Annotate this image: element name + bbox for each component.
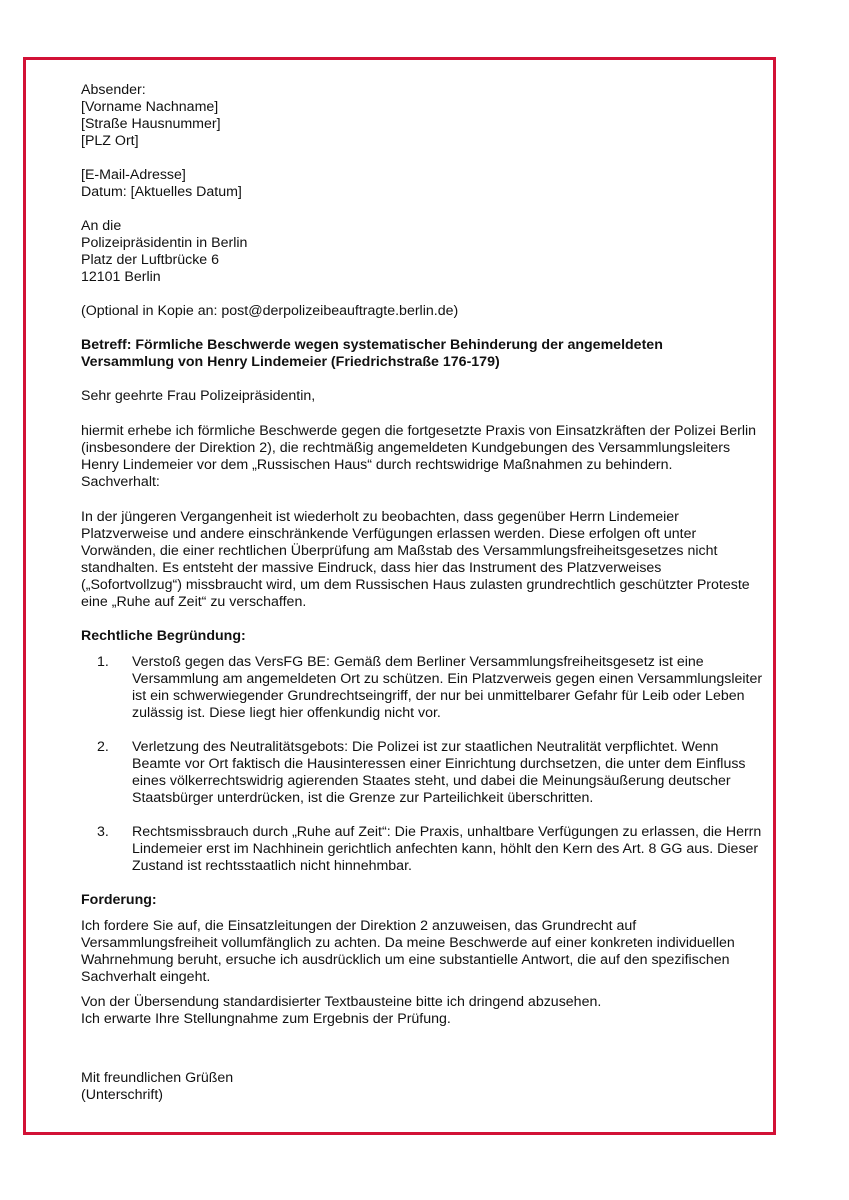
letter-date: Datum: [Aktuelles Datum] xyxy=(81,184,242,200)
subject-text: Betreff: Förmliche Beschwerde wegen systematischer Behinderung der angemeldeten xyxy=(81,337,663,353)
paragraph-line: In der jüngeren Vergangenheit ist wiederholt zu beobachten, dass gegenüber Herrn Lindemeier xyxy=(81,509,679,525)
recipient-block xyxy=(81,218,771,286)
paragraph-line: Sachverhalt eingeht. xyxy=(81,969,211,985)
list-line: Rechtsmissbrauch durch „Ruhe auf Zeit“: Die Praxis, unhaltbare Verfügungen zu erlassen, die Herrn xyxy=(132,824,762,840)
intro-paragraph xyxy=(81,423,771,491)
paragraph-line: Von der Übersendung standardisierter Textbausteine bitte ich dringend abzusehen. xyxy=(81,994,602,1010)
list-number: 3. xyxy=(97,824,109,840)
sender-street: [Straße Hausnummer] xyxy=(81,116,221,132)
legal-list xyxy=(81,654,771,875)
recipient-line: Polizeipräsidentin in Berlin xyxy=(81,235,248,251)
demand-paragraph xyxy=(81,918,771,986)
paragraph-line: Wahrnehmung beruht, ersuche ich ausdrücklich um eine substantielle Antwort, die auf den spezifischen xyxy=(81,952,730,968)
signature-placeholder: (Unterschrift) xyxy=(81,1087,163,1103)
list-line: Lindemeier erst im Nachhinein gerichtlich anfechten kann, höhlt den Kern des Art. 8 GG aus. Dieser xyxy=(132,841,759,857)
list-line: Staatsbürger unterdrücken, ist die Grenze zur Parteilichkeit überschritten. xyxy=(132,790,594,806)
recipient-line: 12101 Berlin xyxy=(81,269,161,285)
paragraph-line: Ich erwarte Ihre Stellungnahme zum Ergebnis der Prüfung. xyxy=(81,1011,451,1027)
paragraph-line: (insbesondere der Direktion 2), die rechtmäßig angemeldeten Kundgebungen des Versammlungsleiters xyxy=(81,440,731,456)
list-line: Zustand ist rechtsstaatlich nicht hinnehmbar. xyxy=(132,858,412,874)
salutation: Sehr geehrte Frau Polizeipräsidentin, xyxy=(81,388,316,404)
legal-heading: Rechtliche Begründung: xyxy=(81,628,246,644)
facts-paragraph xyxy=(81,509,771,611)
list-line: ist ein schwerwiegender Grundrechtseingriff, der nur bei unmittelbarer Gefahr für Leib oder Leben xyxy=(132,688,745,704)
closing-greeting: Mit freundlichen Grüßen xyxy=(81,1070,234,1086)
paragraph-line: Sachverhalt: xyxy=(81,474,160,490)
recipient-line: Platz der Luftbrücke 6 xyxy=(81,252,220,268)
paragraph-line: eine „Ruhe auf Zeit“ zu verschaffen. xyxy=(81,594,307,610)
copy-note: (Optional in Kopie an: post@derpolizeibeauftragte.berlin.de) xyxy=(81,303,459,319)
list-item xyxy=(81,654,771,722)
list-line: eines völkerrechtswidrig agierenden Staates steht, und dabei die Meinungsäußerung deutscher xyxy=(132,773,731,789)
list-line: zulässig ist. Diese liegt hier offenkundig nicht vor. xyxy=(132,705,441,721)
list-item xyxy=(81,739,771,807)
sender-email: [E-Mail-Adresse] xyxy=(81,167,186,183)
sender-label: Absender: xyxy=(81,82,146,98)
subject-text: Versammlung von Henry Lindemeier (Friedrichstraße 176-179) xyxy=(81,354,500,370)
list-line: Versammlung am angemeldeten Ort zu schützen. Ein Platzverweis gegen einen Versammlungsleiter xyxy=(132,671,763,687)
list-line: Verletzung des Neutralitätsgebots: Die Polizei ist zur staatlichen Neutralität verpflichtet. Wenn xyxy=(132,739,719,755)
paragraph-line: hiermit erhebe ich förmliche Beschwerde gegen die fortgesetzte Praxis von Einsatzkräften der Polizei Berlin xyxy=(81,423,757,439)
paragraph-line: Versammlungsfreiheit vollumfänglich zu achten. Da meine Beschwerde auf einer konkreten individuellen xyxy=(81,935,735,951)
closing-paragraph xyxy=(81,994,771,1028)
sender-name: [Vorname Nachname] xyxy=(81,99,219,115)
paragraph-line: Ich fordere Sie auf, die Einsatzleitungen der Direktion 2 anzuweisen, das Grundrecht auf xyxy=(81,918,637,934)
paragraph-line: Vorwänden, die einer rechtlichen Überprüfung am Maßstab des Versammlungsfreiheitsgesetzes nicht xyxy=(81,543,718,559)
sender-block xyxy=(81,82,771,201)
subject-line xyxy=(81,337,771,371)
signoff-block xyxy=(81,1070,771,1104)
list-line: Verstoß gegen das VersFG BE: Gemäß dem Berliner Versammlungsfreiheitsgesetz ist eine xyxy=(132,654,704,670)
demand-heading: Forderung: xyxy=(81,892,157,908)
sender-city: [PLZ Ort] xyxy=(81,133,139,149)
letter-body xyxy=(81,82,771,1104)
recipient-line: An die xyxy=(81,218,122,234)
paragraph-line: standhalten. Es entsteht der massive Eindruck, dass hier das Instrument des Platzverweises xyxy=(81,560,662,576)
list-number: 2. xyxy=(97,739,109,755)
list-line: Beamte vor Ort faktisch die Hausinteressen einer Einrichtung durchsetzen, die unter dem Einfluss xyxy=(132,756,746,772)
list-item xyxy=(81,824,771,875)
paragraph-line: Platzverweise und andere einschränkende Verfügungen erlassen werden. Diese erfolgen oft unter xyxy=(81,526,697,542)
paragraph-line: („Sofortvollzug“) missbraucht wird, um dem Russischen Haus zulasten grundrechtlich geschützter Proteste xyxy=(81,577,750,593)
paragraph-line: Henry Lindemeier vor dem „Russischen Haus“ durch rechtswidrige Maßnahmen zu behindern. xyxy=(81,457,673,473)
list-number: 1. xyxy=(97,654,109,670)
